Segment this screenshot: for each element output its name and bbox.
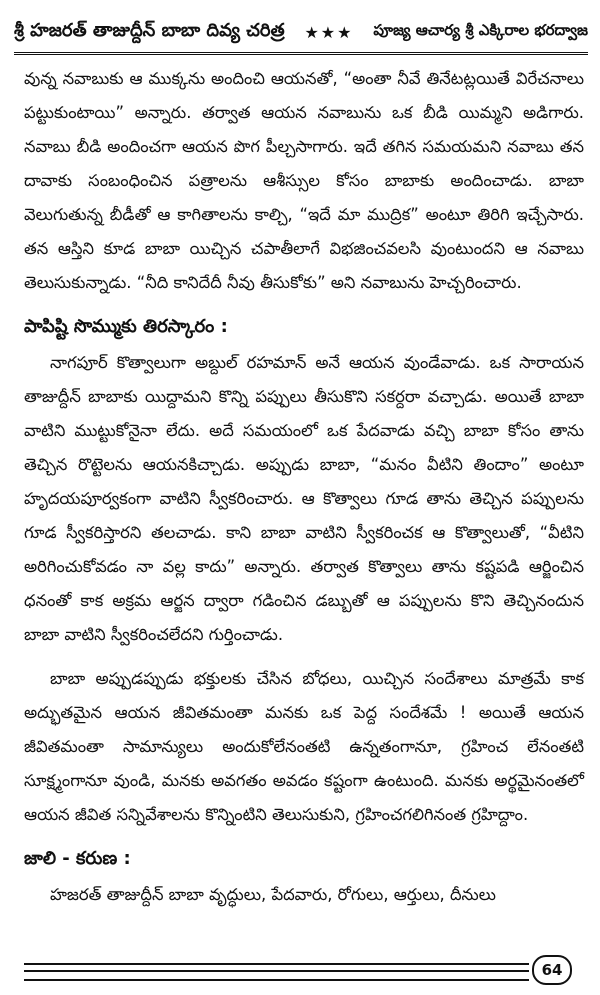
page-footer: [14, 955, 588, 985]
running-header: [14, 12, 588, 55]
section-heading-2: జాలి - కరుణ :: [24, 848, 131, 869]
section-heading-1: పాపిష్టి సొమ్ముకు తిరస్కారం :: [24, 316, 228, 337]
paragraph-1: వున్న నవాబుకు ఆ ముక్కను అందించి ఆయనతో, “అంతా నీవే తినేటట్లయితే విరేచనాలు పట్టుకుంటాయి” అన్నారు. తర్వాత ఆయన నవాబును ఒక బీడి యిమ్మని అడిగారు. నవాబు బీడి అందించగా ఆయన పొగ పీల్చసాగారు. ఇదే తగిన సమయమని నవాబు తన దావాకు సంబంధించిన పత్రాలను ఆశీస్సుల కోసం బాబాకు అందించాడు. బాబా వెలుగుతున్న బీడీతో ఆ కాగితాలను కాల్చి, “ఇదే మా ముద్రిక” అంటూ తిరిగి ఇచ్చేసారు. తన ఆస్తిని కూడ బాబా యిచ్చిన చపాతీలాగే విభజించవలసి వుంటుందని ఆ నవాబు తెలుసుకున్నాడు. “నీది కానిదేదీ నీవు తీసుకోకు” అని నవాబును హెచ్చరించారు.: [24, 69, 584, 292]
star-ornament-icon: ★★★: [304, 22, 354, 42]
paragraph-2: నాగపూర్ కొత్వాలుగా అబ్దుల్ రహమాన్ అనే ఆయన వుండేవాడు. ఒక సారాయన తాజుద్దీన్ బాబాకు యిద్దామని కొన్ని పప్పులు తీసుకొని సకర్దరా వచ్చాడు. అయితే బాబా వాటిని ముట్టుకోనైనా లేదు. అదే సమయంలో ఒక పేదవాడు వచ్చి బాబా కోసం తాను తెచ్చిన రొట్టెలను ఆయనకిచ్చాడు. అప్పుడు బాబా, “మనం వీటిని తిందాం” అంటూ హృదయపూర్వకంగా వాటిని స్వీకరించారు. ఆ కొత్వాలు గూడ తాను తెచ్చిన పప్పులను గూడ స్వీకరిస్తారని తలచాడు. కాని బాబా వాటిని స్వీకరించక ఆ కొత్వాలుతో, “వీటిని అరిగించుకోవడం నా వల్ల కాదు” అన్నారు. తర్వాత కొత్వాలు తాను కష్టపడి ఆర్జించిన ధనంతో కాక అక్రమ ఆర్జన ద్వారా గడించిన డబ్బుతో ఆ పప్పులను కొని తెచ్చినందున బాబా వాటిని స్వీకరించలేదని గుర్తించాడు.: [24, 353, 584, 644]
footer-rule-lines: [24, 963, 529, 981]
book-title: శ్రీ హజరత్ తాజుద్దీన్ బాబా దివ్య చరిత్ర: [14, 19, 285, 41]
paragraph-4: హజరత్ తాజుద్దీన్ బాబా వృద్ధులు, పేదవారు, రోగులు, ఆర్తులు, దీనులు: [50, 885, 496, 904]
author-name: పూజ్య ఆచార్య శ్రీ ఎక్కిరాల భరద్వాజ: [373, 21, 588, 39]
page-body: [24, 62, 584, 912]
page-number: 64: [532, 955, 572, 985]
paragraph-3: బాబా అప్పుడప్పుడు భక్తులకు చేసిన బోధలు, యిచ్చిన సందేశాలు మాత్రమే కాక అద్భుతమైన ఆయన జీవితమంతా మనకు ఒక పెద్ద సందేశమే ! అయితే ఆయన జీవితమంతా సామాన్యులు అందుకోలేనంతటి ఉన్నతంగానూ, గ్రహించ లేనంతటి సూక్ష్మంగానూ వుండి, మనకు అవగతం అవడం కష్టంగా ఉంటుంది. మనకు అర్థమైనంతలో ఆయన జీవిత సన్నివేశాలను కొన్నింటిని తెలుసుకుని, గ్రహించగలిగినంత గ్రహిద్దాం.: [24, 669, 584, 824]
